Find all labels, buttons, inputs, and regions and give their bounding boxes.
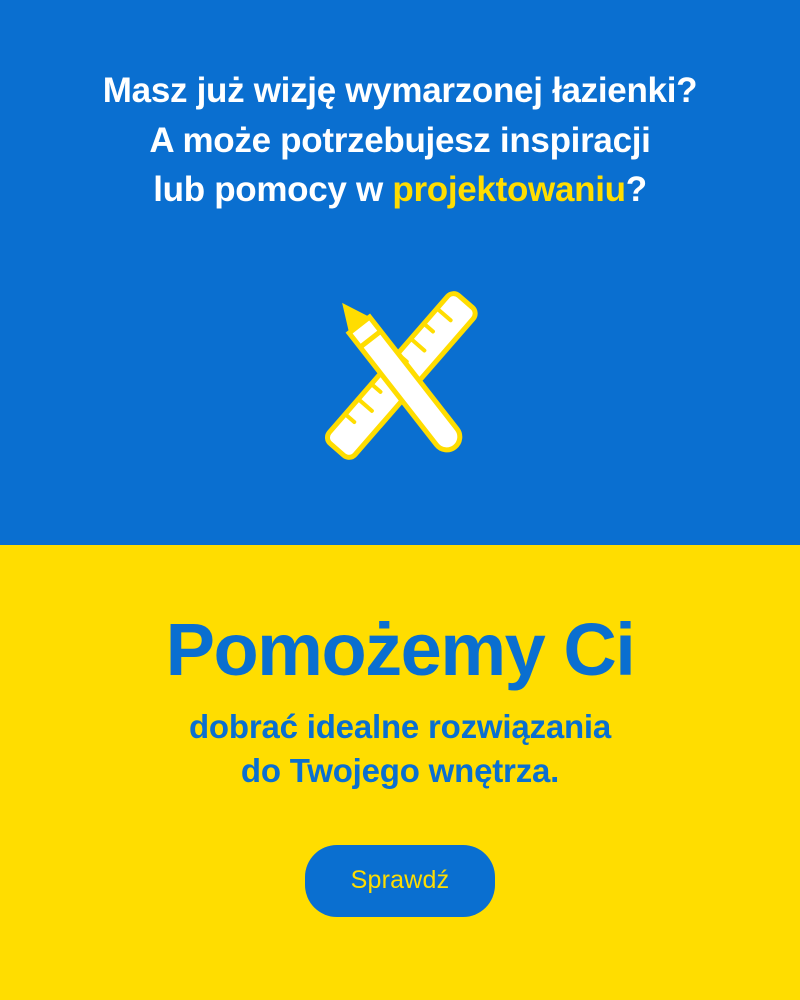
headline-line-3-suffix: ? bbox=[625, 170, 647, 210]
headline-line-1: Masz już wizję wymarzonej łazienki? bbox=[102, 71, 698, 110]
banner-bottom-panel bbox=[0, 545, 800, 1000]
headline-line-3-prefix: lub pomocy w bbox=[153, 170, 393, 210]
check-cta-button[interactable]: Sprawdź bbox=[305, 845, 495, 917]
ruler-and-pencil-icon bbox=[285, 267, 515, 487]
sub-title bbox=[189, 705, 611, 793]
headline-line-2: A może potrzebujesz inspiracji bbox=[149, 120, 651, 160]
headline-line-3 bbox=[103, 165, 697, 215]
headline-accent-word: projektowaniu bbox=[392, 170, 626, 210]
sub-title-line-2: do Twojego wnętrza. bbox=[240, 751, 560, 789]
headline bbox=[103, 66, 697, 215]
sub-title-line-1: dobrać idealne rozwiązania bbox=[188, 708, 612, 745]
big-title: Pomożemy Ci bbox=[165, 608, 635, 691]
